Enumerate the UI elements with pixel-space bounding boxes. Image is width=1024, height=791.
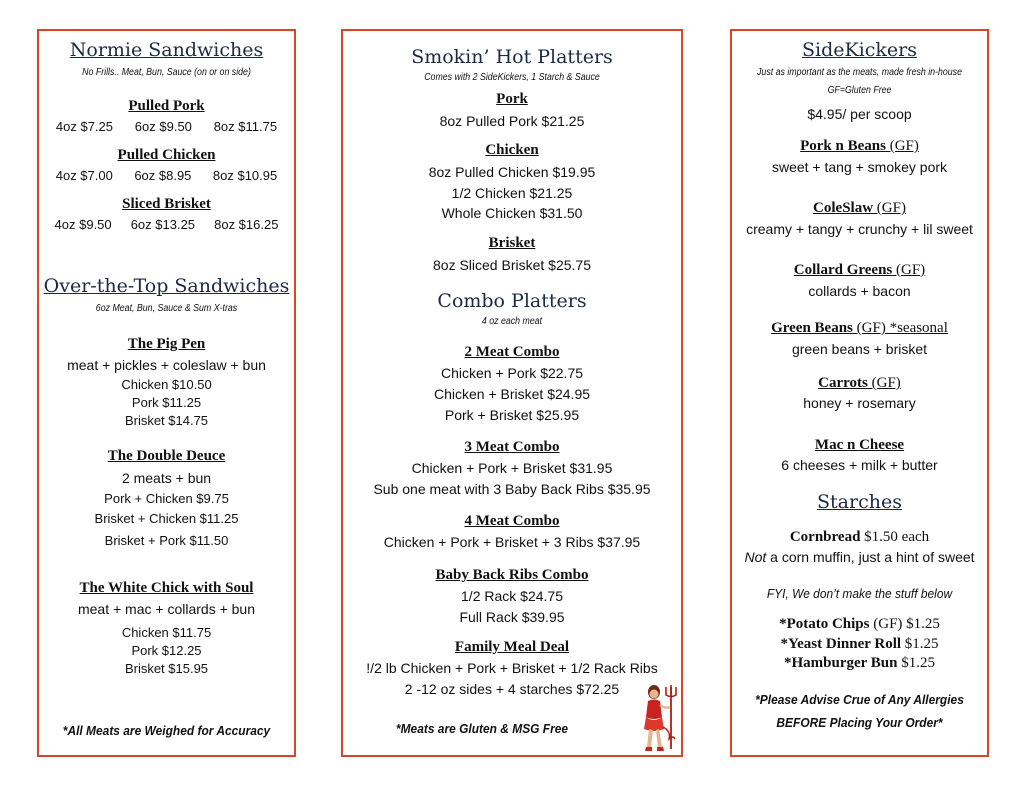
- price: 4oz $7.25: [55, 119, 113, 134]
- ribs-combo-title: Baby Back Ribs Combo: [435, 567, 589, 583]
- pork-n-beans-title: Pork n Beans (GF): [800, 138, 919, 154]
- white-chick-line: Chicken $11.75: [121, 625, 212, 640]
- combo-title: Combo Platters: [437, 290, 587, 312]
- price: 4oz $7.00: [55, 168, 113, 183]
- white-chick-title: The White Chick with Soul: [79, 580, 254, 596]
- white-chick-line: Pork $12.25: [131, 643, 202, 658]
- family-deal-line: 2 -12 oz sides + 4 starches $72.25: [404, 681, 620, 697]
- ott-title: Over-the-Top Sandwiches: [43, 275, 290, 297]
- normie-title: Normie Sandwiches: [69, 39, 264, 61]
- pig-pen-line: Chicken $10.50: [121, 377, 212, 392]
- gf-note: GF=Gluten Free: [827, 85, 892, 96]
- normie-panel: [37, 29, 296, 757]
- left-footer: *All Meats are Weighed for Accuracy: [62, 723, 271, 738]
- three-meat-line: Sub one meat with 3 Baby Back Ribs $35.95: [373, 481, 651, 497]
- brisket-line: 8oz Sliced Brisket $25.75: [433, 257, 591, 273]
- ott-note: 6oz Meat, Bun, Sauce & Sum X-tras: [95, 303, 238, 314]
- ribs-combo-line: Full Rack $39.95: [459, 609, 565, 625]
- chicken-line: Whole Chicken $31.50: [441, 205, 583, 221]
- pig-pen-desc: meat + pickles + coleslaw + bun: [67, 357, 266, 373]
- four-meat-line: Chicken + Pork + Brisket + 3 Ribs $37.95: [383, 534, 641, 550]
- price: 8oz $10.95: [212, 168, 278, 183]
- price: 8oz $16.25: [214, 217, 279, 232]
- starches-title: Starches: [817, 491, 902, 513]
- pork-n-beans-desc: sweet + tang + smokey pork: [771, 159, 948, 175]
- chicken-title: Chicken: [485, 142, 539, 158]
- normie-note: No Frills.. Meat, Bun, Sauce (on or on side): [82, 67, 251, 78]
- white-chick-line: Brisket $15.95: [124, 661, 209, 676]
- white-chick-desc: meat + mac + collards + bun: [77, 601, 256, 617]
- chicken-line: 8oz Pulled Chicken $19.95: [428, 164, 596, 180]
- coleslaw-title: ColeSlaw (GF): [813, 200, 906, 216]
- green-beans-desc: green beans + brisket: [791, 341, 928, 357]
- pulled-chicken-title: Pulled Chicken: [117, 147, 216, 163]
- double-deuce-line: Brisket + Chicken $11.25: [94, 511, 239, 526]
- collard-greens-desc: collards + bacon: [808, 283, 911, 299]
- extra-line: *Yeast Dinner Roll $1.25: [780, 636, 939, 652]
- allergy-footer-1: *Please Advise Crue of Any Allergies: [755, 692, 964, 707]
- cornbread-desc: Not a corn muffin, just a hint of sweet: [744, 549, 975, 565]
- two-meat-line: Chicken + Pork $22.75: [440, 365, 584, 381]
- pork-line: 8oz Pulled Pork $21.25: [439, 113, 585, 129]
- price: 6oz $9.50: [134, 119, 192, 134]
- ribs-combo-line: 1/2 Rack $24.75: [461, 588, 563, 604]
- two-meat-line: Pork + Brisket $25.95: [444, 407, 580, 423]
- price: 6oz $8.95: [134, 168, 192, 183]
- sidekickers-note: Just as important as the meats, made fresh in-house: [757, 67, 962, 78]
- carrots-desc: honey + rosemary: [803, 395, 916, 411]
- price: 6oz $13.25: [130, 217, 196, 232]
- three-meat-title: 3 Meat Combo: [464, 439, 560, 455]
- allergy-footer-2: BEFORE Placing Your Order*: [776, 715, 943, 730]
- two-meat-title: 2 Meat Combo: [464, 344, 560, 360]
- pig-pen-title: The Pig Pen: [127, 336, 206, 352]
- platters-note: Comes with 2 SideKickers, 1 Starch & Sauce: [424, 72, 600, 83]
- sliced-brisket-title: Sliced Brisket: [122, 196, 211, 212]
- three-meat-line: Chicken + Pork + Brisket $31.95: [411, 460, 613, 476]
- two-meat-line: Chicken + Brisket $24.95: [433, 386, 591, 402]
- pig-pen-line: Pork $11.25: [131, 395, 202, 410]
- carrots-title: Carrots (GF): [818, 375, 901, 391]
- pig-pen-line: Brisket $14.75: [124, 413, 209, 428]
- cornbread-line: Cornbread $1.50 each: [789, 529, 930, 545]
- four-meat-title: 4 Meat Combo: [464, 513, 560, 529]
- brisket-title: Brisket: [488, 235, 536, 251]
- double-deuce-line: Pork + Chicken $9.75: [104, 491, 229, 506]
- combo-note: 4 oz each meat: [481, 316, 543, 327]
- pulled-pork-title: Pulled Pork: [128, 98, 205, 114]
- mac-n-cheese-title: Mac n Cheese: [814, 437, 905, 453]
- sliced-brisket-prices: [39, 217, 294, 232]
- fyi-note: FYI, We don’t make the stuff below: [766, 586, 953, 601]
- scoop-price: $4.95/ per scoop: [807, 106, 912, 122]
- double-deuce-title: The Double Deuce: [107, 448, 226, 464]
- pulled-chicken-prices: [39, 168, 294, 183]
- platters-panel: [341, 29, 683, 757]
- middle-footer: *Meats are Gluten & MSG Free: [395, 721, 569, 736]
- mac-n-cheese-desc: 6 cheeses + milk + butter: [781, 457, 938, 473]
- coleslaw-desc: creamy + tangy + crunchy + lil sweet: [746, 221, 973, 237]
- sidekickers-title: SideKickers: [801, 39, 917, 61]
- extra-line: *Hamburger Bun $1.25: [784, 655, 935, 671]
- pulled-pork-prices: [39, 119, 294, 134]
- double-deuce-desc: 2 meats + bun: [121, 470, 212, 486]
- price: 8oz $11.75: [213, 119, 278, 134]
- family-deal-line: !/2 lb Chicken + Pork + Brisket + 1/2 Rack Ribs: [366, 660, 658, 676]
- green-beans-title: Green Beans (GF) *seasonal: [771, 320, 948, 336]
- collard-greens-title: Collard Greens (GF): [793, 262, 926, 278]
- devil-mascot-icon: [637, 683, 681, 755]
- chicken-line: 1/2 Chicken $21.25: [451, 185, 573, 201]
- extra-line: *Potato Chips (GF) $1.25: [779, 616, 940, 632]
- price: 4oz $9.50: [54, 217, 112, 232]
- double-deuce-line: Brisket + Pork $11.50: [104, 533, 229, 548]
- platters-title: Smokin’ Hot Platters: [411, 46, 613, 68]
- sidekickers-panel: [730, 29, 989, 757]
- pork-title: Pork: [496, 91, 528, 107]
- family-deal-title: Family Meal Deal: [454, 639, 570, 655]
